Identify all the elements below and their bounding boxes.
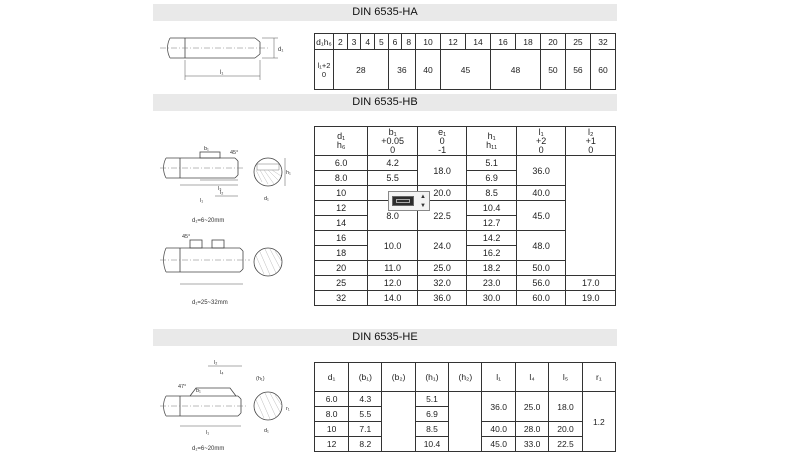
diagram-hb-l1: l₁ (200, 198, 204, 204)
table-cell: 25.0 (515, 392, 548, 422)
table-header-cell: (b₁) (349, 363, 382, 392)
table-header-cell: l₁ (482, 363, 515, 392)
table-cell: 10 (416, 34, 441, 50)
header-line: +2 (536, 135, 547, 146)
table-cell: 4 (361, 34, 375, 50)
section-title-hb: DIN 6535-HB (352, 96, 418, 108)
table-row (315, 392, 616, 407)
table-header-cell (467, 127, 517, 156)
diagram-hb-label2: d₁=25~32mm (192, 300, 228, 306)
table-header-cell: (h₂) (449, 363, 482, 392)
header-line: 0 (439, 135, 445, 146)
table-cell: 16 (315, 231, 368, 246)
table-cell: d₁h₆ (315, 34, 334, 50)
diagram-ha (160, 28, 310, 88)
diagram-hb-label1: d₁=6~20mm (192, 218, 225, 224)
diagram-hb-l2: l₂ (220, 190, 224, 196)
table-cell: 4.2 (368, 156, 418, 171)
table-cell: 10.4 (467, 201, 517, 216)
table-cell: 8 (402, 34, 416, 50)
table-row (315, 276, 616, 291)
table-cell: 4.3 (349, 392, 382, 407)
header-line: +0.05 (381, 135, 405, 146)
spinner-display-icon (392, 196, 414, 206)
table-cell: 25.0 (417, 261, 467, 276)
table-cell: 56.0 (516, 276, 566, 291)
diagram-hb-1 (160, 140, 300, 230)
diagram-he-l2: l₂ (214, 360, 218, 366)
table-he (314, 362, 616, 452)
table-cell: 60 (590, 50, 615, 90)
table-cell: 23.0 (467, 276, 517, 291)
diagram-hb-l3: l₃ (218, 186, 222, 192)
table-cell: 56 (565, 50, 590, 90)
table-header-cell: d₁ (315, 363, 349, 392)
table-cell: 7.1 (349, 422, 382, 437)
table-cell: 16.2 (467, 246, 517, 261)
table-cell: 40 (416, 50, 441, 90)
table-row (315, 156, 616, 171)
header-line: 0 (538, 144, 544, 155)
table-cell: 11.0 (368, 261, 418, 276)
table-cell: 6.9 (467, 171, 517, 186)
header-line: 0 (390, 144, 396, 155)
table-cell: 5.5 (349, 407, 382, 422)
table-cell: 6.0 (315, 156, 368, 171)
diagram-hb-h1: h₁ (286, 170, 291, 176)
table-cell: 8.0 (315, 407, 349, 422)
table-cell (566, 156, 616, 276)
table-cell: 14 (466, 34, 491, 50)
table-row (315, 291, 616, 306)
header-line: l₁ (538, 126, 544, 137)
table-header-cell: l₄ (515, 363, 548, 392)
table-cell: 14 (315, 216, 368, 231)
table-cell: 48 (490, 50, 540, 90)
table-cell (449, 392, 482, 452)
table-cell: 5 (375, 34, 389, 50)
table-cell: 8.5 (415, 422, 448, 437)
table-cell: 6.9 (415, 407, 448, 422)
table-header-cell (315, 127, 368, 156)
table-cell: 10.4 (415, 437, 448, 452)
header-line: h₁ (487, 131, 496, 141)
table-cell: 60.0 (516, 291, 566, 306)
table-cell: 5.5 (368, 171, 418, 186)
table-cell: 18 (315, 246, 368, 261)
table-cell: 12 (441, 34, 466, 50)
table-header-cell: r₁ (582, 363, 615, 392)
table-cell: 28 (334, 50, 389, 90)
header-line: b₁ (388, 126, 397, 137)
table-cell: 18.0 (549, 392, 582, 422)
table-cell (382, 392, 415, 452)
table-cell: 32.0 (417, 276, 467, 291)
table-cell: 40.0 (516, 186, 566, 201)
table-cell: 6 (388, 34, 402, 50)
table-cell: 5.1 (467, 156, 517, 171)
diagram-ha-l1: l₁ (220, 70, 224, 76)
table-header-cell: l₅ (549, 363, 582, 392)
table-cell: 45.0 (482, 437, 515, 452)
table-cell: 10 (315, 186, 368, 201)
spinner-up-icon[interactable]: ▲ (420, 194, 426, 200)
table-cell: 20 (540, 34, 565, 50)
table-cell: 1.2 (582, 392, 615, 452)
diagram-he-l4: l₄ (220, 370, 224, 376)
spinner-down-icon[interactable]: ▼ (420, 203, 426, 209)
header-line: e₁ (438, 126, 447, 137)
table-ha-row-l (315, 50, 616, 90)
table-cell: 8.0 (368, 201, 418, 231)
diagram-he-label: d₁=6~20mm (192, 446, 225, 452)
table-cell: 14.2 (467, 231, 517, 246)
table-cell: 28.0 (515, 422, 548, 437)
table-cell: 30.0 (467, 291, 517, 306)
section-title-he: DIN 6535-HE (352, 331, 418, 343)
table-header-cell (516, 127, 566, 156)
table-hb-header (315, 127, 616, 156)
table-cell: 16 (490, 34, 515, 50)
table-cell: 32 (315, 291, 368, 306)
diagram-ha-d1: d₁ (278, 47, 284, 53)
section-title-ha: DIN 6535-HA (352, 6, 418, 18)
section-header-ha (153, 4, 617, 21)
table-cell: 25 (565, 34, 590, 50)
table-cell: 48.0 (516, 231, 566, 261)
table-cell: 18.0 (417, 156, 467, 186)
table-cell: 22.5 (417, 201, 467, 231)
table-cell: 36.0 (516, 156, 566, 186)
diagram-he-l1: l₁ (206, 430, 210, 436)
table-cell: 10.0 (368, 231, 418, 261)
table-cell: l₁+2 0 (315, 50, 334, 90)
table-cell: 22.5 (549, 437, 582, 452)
table-cell: 36.0 (482, 392, 515, 422)
header-line: h₆ (336, 140, 346, 150)
table-cell: 24.0 (417, 231, 467, 261)
diagram-he-b1: b₁ (196, 388, 201, 394)
table-cell: 40.0 (482, 422, 515, 437)
table-cell: 36 (388, 50, 415, 90)
table-header-cell: (h₁) (415, 363, 448, 392)
diagram-he-h1: (h₁) (256, 376, 265, 382)
header-line: -1 (438, 144, 447, 155)
header-line: l₂ (587, 126, 594, 137)
diagram-hb-b1: b₁ (204, 146, 209, 152)
table-cell: 45 (441, 50, 491, 90)
table-cell: 12.0 (368, 276, 418, 291)
table-cell: 12 (315, 201, 368, 216)
table-cell: 6.0 (315, 392, 349, 407)
table-cell: 5.1 (415, 392, 448, 407)
header-line: h₁₁ (486, 140, 498, 150)
diagram-hb2-angle: 45° (182, 234, 191, 240)
table-cell: 45.0 (516, 201, 566, 231)
table-cell: 17.0 (566, 276, 616, 291)
diagram-he-angle: 47° (178, 384, 187, 390)
section-header-hb (153, 94, 617, 111)
table-ha-row-d (315, 34, 616, 50)
table-cell: 14.0 (368, 291, 418, 306)
header-line: 0 (588, 144, 594, 155)
table-cell: 20.0 (549, 422, 582, 437)
table-cell: 33.0 (515, 437, 548, 452)
table-cell: 8.2 (349, 437, 382, 452)
diagram-hb-2 (160, 228, 300, 308)
table-cell: 18.2 (467, 261, 517, 276)
table-hb (314, 126, 616, 306)
table-cell: 20.0 (417, 186, 467, 201)
table-cell: 25 (315, 276, 368, 291)
table-cell: 12 (315, 437, 349, 452)
table-he-header (315, 363, 616, 392)
table-cell: 3 (347, 34, 361, 50)
table-ha (314, 33, 616, 90)
table-cell: 50 (540, 50, 565, 90)
diagram-he-d1: d₁ (264, 428, 269, 434)
table-header-cell (417, 127, 467, 156)
diagram-hb-angle1: 45° (230, 150, 239, 156)
table-header-cell (566, 127, 616, 156)
table-cell: 50.0 (516, 261, 566, 276)
table-cell: 10 (315, 422, 349, 437)
header-line: d₁ (337, 131, 346, 141)
table-header-cell (368, 127, 418, 156)
table-cell: 2 (334, 34, 348, 50)
table-cell: 19.0 (566, 291, 616, 306)
diagram-he-r: r₁ (286, 406, 290, 412)
table-cell: 8.0 (315, 171, 368, 186)
spinner-control[interactable] (388, 191, 430, 211)
diagram-hb-d1: d₁ (264, 196, 269, 202)
table-cell: 18 (515, 34, 540, 50)
table-cell: 36.0 (417, 291, 467, 306)
table-cell: 32 (590, 34, 615, 50)
table-cell: 12.7 (467, 216, 517, 231)
header-line: +1 (585, 135, 596, 146)
table-cell: 20 (315, 261, 368, 276)
section-header-he (153, 329, 617, 346)
table-cell: 8.5 (467, 186, 517, 201)
diagram-he (160, 354, 300, 454)
table-header-cell: (b₂) (382, 363, 415, 392)
